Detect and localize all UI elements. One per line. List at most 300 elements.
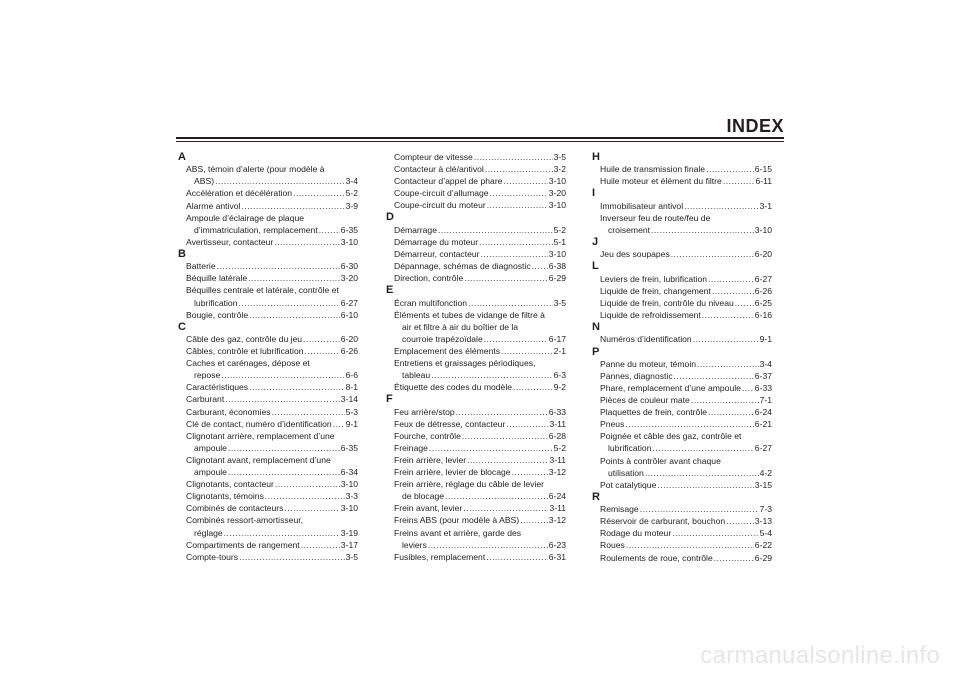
leader-dots [490, 187, 548, 199]
page-number: 6-37 [754, 370, 772, 381]
page-number: 3-10 [340, 236, 358, 247]
index-entry [178, 478, 358, 490]
index-entry [592, 515, 772, 527]
leader-dots [319, 224, 340, 236]
index-entry [178, 551, 358, 563]
page-number: 6-29 [548, 273, 566, 284]
page-number: 5-2 [553, 224, 566, 235]
entry-text: Clignotants, témoins [186, 491, 264, 502]
entry-text: Démarrage du moteur [394, 236, 479, 247]
entry-text: Frein arrière, levier [394, 454, 467, 465]
leader-dots [228, 442, 340, 454]
page-number: 3-15 [754, 479, 772, 490]
index-entry [592, 527, 772, 539]
entry-text: Roues [600, 540, 625, 551]
index-entry [592, 370, 772, 382]
entry-text: Remisage [600, 504, 639, 515]
page-number: 6-16 [754, 310, 772, 321]
leader-dots [712, 285, 754, 297]
entry-text: utilisation [608, 467, 644, 478]
index-letter: L [592, 260, 599, 273]
entry-text: leviers [402, 539, 427, 550]
page-number: 3-20 [340, 273, 358, 284]
entry-text: Poignée et câble des gaz, contrôle et [600, 431, 742, 442]
entry-text: Roulements de roue, contrôle [600, 552, 713, 563]
page-number: 6-27 [754, 443, 772, 454]
leader-dots [284, 502, 339, 514]
index-entry [178, 345, 358, 357]
entry-text: Direction, contrôle [394, 273, 464, 284]
leader-dots [485, 163, 553, 175]
index-column-3 [592, 151, 772, 564]
leader-dots [723, 175, 755, 187]
leader-dots [303, 333, 340, 345]
entry-text: Frein arrière, levier de blocage [394, 467, 511, 478]
page-number: 6-20 [754, 249, 772, 260]
entry-text: Compteur de vitesse [394, 152, 473, 162]
entry-text: Pièces de couleur mate [600, 395, 690, 406]
entry-text: Fourche, contrôle [394, 430, 461, 441]
entry-text: Frein avant, levier [394, 503, 463, 514]
index-entry [386, 236, 566, 248]
index-entry [386, 478, 566, 502]
page-number: 3-2 [553, 164, 566, 175]
entry-text: Contacteur d’appel de phare [394, 176, 503, 187]
entry-text: courroie trapézoïdale [402, 333, 483, 344]
entry-text: Emplacement des éléments [394, 345, 501, 356]
entry-text: Compte-tours [186, 551, 239, 562]
entry-text: Écran multifonction [394, 297, 468, 308]
page-number: 6-21 [754, 419, 772, 430]
index-entry [386, 248, 566, 260]
index-entry [592, 333, 772, 345]
entry-text: croisement [608, 224, 651, 235]
leader-dots [697, 358, 759, 370]
entry-text: repose [194, 370, 221, 381]
index-entry [386, 272, 566, 284]
page-number: 6-25 [754, 297, 772, 308]
entry-text: Freins ABS (pour modèle à ABS) [394, 515, 520, 526]
page-number: 5-1 [553, 236, 566, 247]
page-number: 8-1 [345, 382, 358, 393]
watermark: carmanualsonline.info [700, 642, 940, 669]
page-title: INDEX [726, 116, 784, 136]
leader-dots [645, 467, 759, 479]
entry-text: Jeu des soupapes [600, 249, 670, 260]
index-entry [386, 187, 566, 199]
entry-text: Huile de transmission finale [600, 164, 706, 175]
index-entry [386, 551, 566, 563]
page-number: 6-34 [340, 467, 358, 478]
entry-text: Points à contrôler avant chaque [600, 455, 721, 466]
entry-text: Caractéristiques [186, 382, 249, 393]
leader-dots [481, 248, 548, 260]
page-number: 3-12 [548, 515, 566, 526]
leader-dots [702, 309, 754, 321]
entry-text: ampoule [194, 467, 227, 478]
index-letter: N [592, 321, 600, 334]
entry-text: Phare, remplacement d’une ampoule [600, 383, 741, 393]
page-number: 3-5 [553, 297, 566, 308]
leader-dots [484, 333, 548, 345]
entry-text: Démarrage [394, 224, 437, 235]
page-number: 9-1 [345, 418, 358, 429]
index-entry [592, 163, 772, 175]
index-entry [386, 163, 566, 175]
entry-text: Freinage [394, 442, 428, 453]
index-entry [592, 394, 772, 406]
leader-dots [708, 273, 754, 285]
index-entry [592, 297, 772, 309]
leader-dots [305, 345, 340, 357]
leader-dots [445, 490, 548, 502]
index-entry [386, 527, 566, 551]
entry-text: ABS, témoin d’alerte (pour modèle à [186, 164, 325, 175]
index-entry [386, 381, 566, 393]
entry-text: Batterie [186, 261, 216, 272]
index-entry [592, 503, 772, 515]
leader-dots [238, 297, 339, 309]
leader-dots [225, 393, 340, 405]
entry-text: Huile moteur et élément du filtre [600, 176, 722, 187]
index-column-2 [386, 151, 566, 563]
page-number: 3-4 [345, 176, 358, 187]
index-entry [386, 454, 566, 466]
entry-text: Coupe-circuit d’allumage [394, 188, 489, 199]
page-number: 6-35 [340, 224, 358, 235]
index-entry [386, 418, 566, 430]
index-entry [386, 345, 566, 357]
index-entry [592, 248, 772, 260]
entry-text: Pannes, diagnostic [600, 370, 673, 381]
leader-dots [249, 309, 340, 321]
entry-text: Avertisseur, contacteur [186, 236, 274, 247]
leader-dots [228, 466, 340, 478]
index-entry [178, 200, 358, 212]
leader-dots [456, 406, 548, 418]
page-number: 3-11 [549, 503, 566, 514]
index-entry [178, 393, 358, 405]
entry-text: Entretiens et graissages périodiques, [394, 358, 536, 368]
index-entry [178, 539, 358, 551]
entry-text: Carburant [186, 394, 225, 405]
index-entry [386, 175, 566, 187]
index-entry [178, 514, 358, 538]
index-entry [178, 212, 358, 236]
page-number: 6-24 [548, 491, 566, 502]
index-entry [386, 151, 566, 163]
leader-dots [714, 552, 754, 564]
leader-dots [640, 503, 759, 515]
page-number: 3-12 [548, 467, 566, 478]
page-number: 6-22 [754, 540, 772, 551]
page-number: 3-17 [340, 539, 358, 550]
leader-dots [513, 381, 553, 393]
page-number: 3-9 [345, 200, 358, 211]
leader-dots [626, 539, 754, 551]
page-number: 5-3 [345, 406, 358, 417]
index-column-1 [178, 151, 358, 563]
entry-text: d’immatriculation, remplacement [194, 224, 318, 235]
index-entry [178, 236, 358, 248]
leader-dots [674, 370, 754, 382]
index-entry [592, 273, 772, 285]
index-entry [592, 382, 772, 394]
entry-text: Coupe-circuit du moteur [394, 200, 486, 211]
page-number: 3-10 [548, 200, 566, 211]
index-entry [386, 309, 566, 345]
entry-text: lubrification [608, 443, 652, 454]
leader-dots [742, 382, 754, 394]
index-entry [386, 406, 566, 418]
page-number: 3-20 [548, 188, 566, 199]
index-entry [592, 358, 772, 370]
entry-text: Combinés de contacteurs [186, 503, 284, 514]
page-number: 6-26 [340, 346, 358, 357]
page-number: 6-11 [755, 176, 772, 187]
leader-dots [265, 490, 345, 502]
entry-text: Pneus [600, 419, 625, 430]
leader-dots [652, 442, 753, 454]
page-number: 6-15 [754, 164, 772, 175]
page-number: 6-27 [754, 273, 772, 284]
page-number: 9-1 [759, 334, 772, 345]
index-letter: A [178, 151, 186, 163]
entry-text: réglage [194, 527, 223, 538]
leader-dots [474, 151, 553, 163]
index-entry [386, 502, 566, 514]
entry-text: Liquide de refroidissement [600, 310, 701, 321]
page-number: 3-5 [553, 152, 566, 162]
entry-text: Alarme antivol [186, 200, 241, 211]
page-number: 6-27 [340, 297, 358, 308]
index-entry [386, 199, 566, 211]
page-number: 3-5 [345, 551, 358, 562]
leader-dots [438, 224, 553, 236]
index-entry [592, 309, 772, 321]
index-entry [592, 285, 772, 297]
leader-dots [691, 394, 759, 406]
index-entry [178, 490, 358, 502]
leader-dots [684, 200, 758, 212]
page-number: 3-3 [345, 491, 358, 502]
leader-dots [468, 297, 552, 309]
entry-text: Plaquettes de frein, contrôle [600, 407, 708, 418]
page-number: 3-11 [549, 418, 566, 429]
leader-dots [520, 514, 548, 526]
entry-text: Dépannage, schémas de diagnostic [394, 261, 531, 272]
index-entry [178, 430, 358, 454]
index-letter: C [178, 320, 186, 333]
page-number: 6-29 [754, 552, 772, 563]
leader-dots [274, 236, 340, 248]
index-entry [592, 539, 772, 551]
index-entry [178, 309, 358, 321]
entry-text: Feu arrière/stop [394, 406, 455, 417]
index-entry [386, 357, 566, 381]
entry-text: Liquide de frein, contrôle du niveau [600, 297, 734, 308]
index-entry [592, 406, 772, 418]
leader-dots [657, 479, 753, 491]
entry-text: Numéros d’identification [600, 334, 692, 345]
leader-dots [503, 175, 547, 187]
entry-text: Combinés ressort-amortisseur, [186, 515, 304, 526]
entry-text: Pot catalytique [600, 479, 657, 490]
leader-dots [217, 260, 340, 272]
page-number: 3-10 [548, 248, 566, 259]
page-number: 6-6 [345, 370, 358, 381]
entry-text: ABS) [194, 176, 215, 187]
entry-text: Clignotants, contacteur [186, 479, 274, 490]
leader-dots [463, 502, 548, 514]
page-number: 5-4 [759, 528, 772, 539]
index-entry [386, 430, 566, 442]
index-entry [592, 212, 772, 236]
page-number: 3-19 [340, 527, 358, 538]
index-letter: B [178, 247, 186, 260]
index-entry [178, 381, 358, 393]
page-number: 6-17 [548, 333, 566, 344]
leader-dots [462, 430, 548, 442]
entry-text: Caches et carénages, dépose et [186, 358, 310, 369]
entry-text: Compartiments de rangement [186, 539, 300, 550]
entry-text: Réservoir de carburant, bouchon [600, 516, 726, 527]
leader-dots [239, 551, 345, 563]
index-entry [178, 333, 358, 345]
page-number: 5-2 [345, 188, 358, 199]
index-letter: E [386, 284, 394, 297]
leader-dots [275, 478, 340, 490]
entry-text: Éléments et tubes de vidange de filtre à [394, 309, 545, 320]
page-number: 7-1 [759, 395, 772, 406]
index-letter: I [592, 187, 596, 200]
page-number: 6-24 [754, 407, 772, 418]
entry-text: Étiquette des codes du modèle [394, 382, 513, 393]
entry-text: Démarreur, contacteur [394, 248, 480, 259]
page-number: 6-38 [548, 261, 566, 272]
index-entry [592, 552, 772, 564]
page-number: 6-31 [548, 551, 566, 562]
entry-text: Feux de détresse, contacteur [394, 418, 506, 429]
entry-text: Ampoule d’éclairage de plaque [186, 212, 305, 223]
entry-text: Freins avant et arrière, garde des [394, 527, 522, 538]
page-number: 3-11 [549, 454, 566, 465]
page-number: 6-3 [553, 370, 566, 381]
entry-text: tableau [402, 370, 431, 381]
leader-dots [221, 369, 344, 381]
page-number: 9-2 [553, 382, 566, 393]
index-entry [178, 272, 358, 284]
page-number: 6-20 [340, 334, 358, 345]
entry-text: air et filtre à air du boîtier de la [402, 321, 519, 332]
leader-dots [428, 539, 548, 551]
entry-text: Panne du moteur, témoin [600, 358, 697, 369]
entry-text: Clé de contact, numéro d’identification [186, 418, 332, 429]
header-rule-thin [176, 141, 784, 142]
entry-text: de blocage [402, 491, 445, 502]
index-entry [592, 418, 772, 430]
leader-dots [693, 333, 759, 345]
leader-dots [501, 345, 553, 357]
index-entry [178, 406, 358, 418]
page-number: 6-28 [548, 430, 566, 441]
entry-text: lubrification [194, 297, 238, 308]
page-number: 6-30 [340, 261, 358, 272]
index-entry [178, 260, 358, 272]
leader-dots [651, 224, 754, 236]
page-number: 6-23 [548, 539, 566, 550]
leader-dots [532, 260, 548, 272]
leader-dots [506, 418, 548, 430]
leader-dots [487, 199, 548, 211]
leader-dots [512, 466, 548, 478]
entry-text: Béquille latérale [186, 273, 248, 284]
index-letter: J [592, 236, 599, 249]
index-entry [592, 430, 772, 454]
entry-text: Fusibles, remplacement [394, 551, 486, 562]
leader-dots [241, 200, 344, 212]
leader-dots [706, 163, 754, 175]
leader-dots [479, 236, 553, 248]
entry-text: Clignotant arrière, remplacement d’une [186, 430, 335, 441]
leader-dots [464, 272, 548, 284]
index-entry [386, 442, 566, 454]
leader-dots [301, 539, 340, 551]
index-letter: P [592, 345, 600, 358]
page-number: 3-1 [759, 200, 772, 211]
page-number: 3-10 [754, 224, 772, 235]
index-letter: D [386, 211, 394, 224]
leader-dots [486, 551, 548, 563]
index-entry [178, 357, 358, 381]
entry-text: Bougie, contrôle [186, 309, 249, 320]
entry-text: Liquide de frein, changement [600, 285, 711, 296]
entry-text: Leviers de frein, lubrification [600, 273, 707, 284]
entry-text: Frein arrière, réglage du câble de levier [394, 479, 544, 490]
page-number: 5-2 [553, 442, 566, 453]
leader-dots [672, 527, 758, 539]
page-number: 6-10 [340, 309, 358, 320]
page-number: 7-3 [759, 504, 772, 515]
leader-dots [293, 187, 345, 199]
entry-text: Câbles, contrôle et lubrification [186, 346, 304, 357]
leader-dots [735, 297, 754, 309]
page-number: 6-35 [340, 442, 358, 453]
entry-text: Immobilisateur antivol [600, 200, 684, 211]
leader-dots [272, 406, 345, 418]
leader-dots [429, 442, 553, 454]
leader-dots [333, 418, 345, 430]
index-entry [178, 418, 358, 430]
leader-dots [431, 369, 552, 381]
index-entry [592, 479, 772, 491]
page-number: 3-10 [340, 479, 358, 490]
index-letter: F [386, 393, 393, 406]
page-number: 3-14 [340, 394, 358, 405]
page-number: 6-33 [754, 383, 772, 393]
index-entry [178, 502, 358, 514]
leader-dots [708, 406, 754, 418]
index-entry [592, 455, 772, 479]
page-number: 3-4 [759, 358, 772, 369]
index-entry [178, 163, 358, 187]
index-entry [178, 187, 358, 199]
index-entry [178, 284, 358, 308]
page-number: 4-2 [759, 467, 772, 478]
entry-text: Béquilles centrale et latérale, contrôle et [186, 285, 339, 296]
page-number: 3-13 [754, 516, 772, 527]
index-letter: H [592, 151, 600, 163]
